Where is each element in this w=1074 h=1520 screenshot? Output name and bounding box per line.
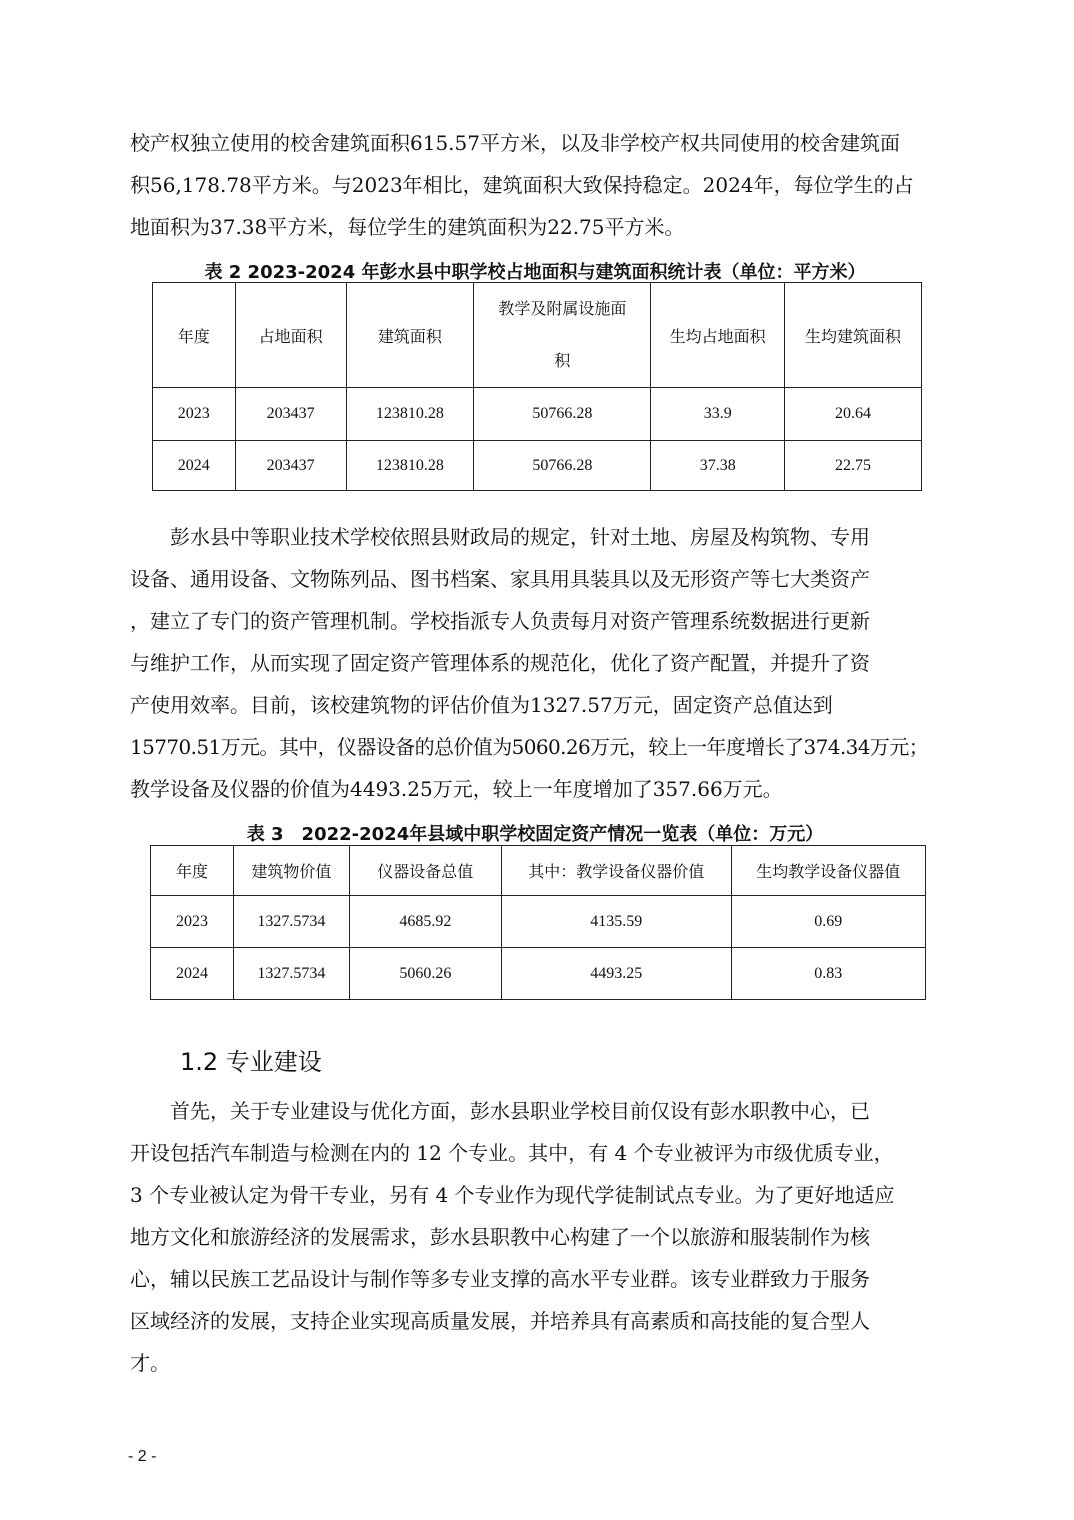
table-cell: 4685.92 [349, 896, 502, 948]
table-cell: 50766.28 [474, 388, 651, 441]
table-header-cell: 年度 [151, 846, 234, 896]
header-text-line: 教学及附属设施面 [498, 299, 627, 318]
table2-land-building-area [152, 282, 922, 491]
table-cell: 37.38 [651, 441, 784, 491]
text-line: 产使用效率。目前，该校建筑物的评估价值为1327.57万元，固定资产总值达到 [130, 693, 833, 717]
table-cell: 203437 [235, 388, 346, 441]
table2-caption: 表 2 2023-2024 年彭水县中职学校占地面积与建筑面积统计表（单位：平方米） [204, 262, 866, 283]
paragraph-asset-management [130, 516, 945, 810]
table-row [153, 441, 922, 491]
table-header-cell: 建筑物价值 [234, 846, 349, 896]
text-line: 首先，关于专业建设与优化方面，彭水县职业学校目前仅设有彭水职教中心，已 [130, 1099, 870, 1123]
table-header-cell: 其中：教学设备仪器价值 [502, 846, 731, 896]
table-cell: 123810.28 [346, 388, 474, 441]
table-header-cell: 年度 [153, 283, 236, 388]
table-header-cell: 仪器设备总值 [349, 846, 502, 896]
text-line: 与维护工作，从而实现了固定资产管理体系的规范化，优化了资产配置，并提升了资 [130, 651, 870, 675]
table-header-cell: 生均教学设备仪器值 [731, 846, 925, 896]
text-line: 教学设备及仪器的价值为4493.25万元，较上一年度增加了357.66万元。 [130, 777, 783, 801]
table-row [151, 896, 926, 948]
table-cell: 2023 [151, 896, 234, 948]
table-cell: 1327.5734 [234, 948, 349, 1000]
paragraph-building-area [130, 122, 945, 248]
text-line: 开设包括汽车制造与检测在内的 12 个专业。其中，有 4 个专业被评为市级优质专业， [130, 1141, 894, 1165]
text-line: ，建立了专门的资产管理机制。学校指派专人负责每月对资产管理系统数据进行更新 [130, 609, 870, 633]
table-header-cell: 生均占地面积 [651, 283, 784, 388]
text-line: 地面积为37.38平方米，每位学生的建筑面积为22.75平方米。 [130, 215, 685, 239]
text-line: 才。 [130, 1351, 170, 1375]
table-cell: 5060.26 [349, 948, 502, 1000]
table3-fixed-assets [150, 845, 926, 1000]
table-cell: 0.69 [731, 896, 925, 948]
text-line: 彭水县中等职业技术学校依照县财政局的规定，针对土地、房屋及构筑物、专用 [130, 525, 870, 549]
table-row [153, 388, 922, 441]
table-cell: 22.75 [784, 441, 921, 491]
table3-caption: 表 3 2022-2024年县域中职学校固定资产情况一览表（单位：万元） [246, 824, 824, 845]
table-cell: 2023 [153, 388, 236, 441]
header-text-line: 积 [554, 351, 571, 370]
table-cell: 1327.5734 [234, 896, 349, 948]
table-cell: 20.64 [784, 388, 921, 441]
text-line: 心，辅以民族工艺品设计与制作等多专业支撑的高水平专业群。该专业群致力于服务 [130, 1267, 870, 1291]
table-header-cell: 生均建筑面积 [784, 283, 921, 388]
text-line: 区域经济的发展，支持企业实现高质量发展，并培养具有高素质和高技能的复合型人 [130, 1309, 870, 1333]
table-cell: 2024 [151, 948, 234, 1000]
table-cell: 123810.28 [346, 441, 474, 491]
table-cell: 0.83 [731, 948, 925, 1000]
text-line: 15770.51万元。其中，仪器设备的总价值为5060.26万元，较上一年度增长了374.34万元； [130, 735, 929, 759]
table-cell: 4493.25 [502, 948, 731, 1000]
text-line: 设备、通用设备、文物陈列品、图书档案、家具用具装具以及无形资产等七大类资产 [130, 567, 870, 591]
text-line: 3 个专业被认定为骨干专业，另有 4 个专业作为现代学徒制试点专业。为了更好地适应 [130, 1183, 895, 1207]
table-header-row [153, 283, 922, 388]
table-header-cell: 占地面积 [235, 283, 346, 388]
text-line: 积56,178.78平方米。与2023年相比，建筑面积大致保持稳定。2024年，每位学生的占 [130, 173, 914, 197]
table-header-cell [474, 283, 651, 388]
paragraph-specialty-construction [130, 1090, 945, 1384]
table-row [151, 948, 926, 1000]
table-cell: 4135.59 [502, 896, 731, 948]
table-header-cell: 建筑面积 [346, 283, 474, 388]
text-line: 地方文化和旅游经济的发展需求，彭水县职教中心构建了一个以旅游和服装制作为核 [130, 1225, 870, 1249]
table-cell: 33.9 [651, 388, 784, 441]
section-heading: 1.2 专业建设 [180, 1048, 322, 1076]
table-header-row [151, 846, 926, 896]
page-number: - 2 - [128, 1448, 157, 1465]
table-cell: 203437 [235, 441, 346, 491]
text-line: 校产权独立使用的校舍建筑面积615.57平方米，以及非学校产权共同使用的校舍建筑面 [130, 131, 900, 155]
table-cell: 2024 [153, 441, 236, 491]
table-cell: 50766.28 [474, 441, 651, 491]
